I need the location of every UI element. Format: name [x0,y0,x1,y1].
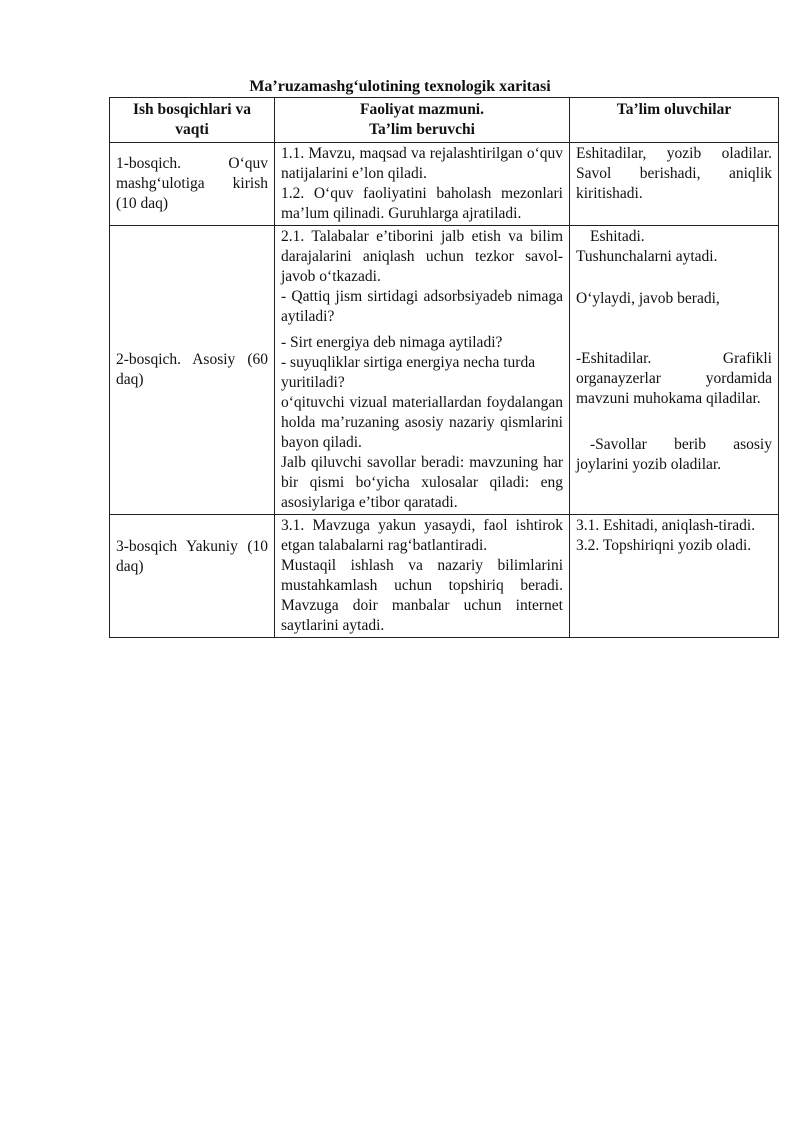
learner-step: 3.2. Topshiriqni yozib oladi. [576,537,752,554]
learner-step: Eshitadilar, yozib oladilar. Savol berishadi, aniqlik kiritishadi. [576,145,772,202]
header-stages [110,98,275,143]
stage-text: 1-bosqich. O‘quv mashg‘ulotiga kirish (10 daq) [116,155,268,212]
header-stages-line-2: vaqti [175,121,209,138]
table-header-row [110,98,779,143]
learner-step: -Eshitadilar. Grafikli organayzerlar yordamida mavzuni muhokama qiladilar. [576,350,772,407]
teacher-cell [275,143,570,226]
teacher-cell [275,226,570,515]
teacher-step: 1.1. Mavzu, maqsad va rejalashtirilgan o‘quv natijalarini e’lon qiladi. [281,145,563,182]
learner-cell [570,143,779,226]
header-teacher-line-1: Faoliyat mazmuni. [360,101,484,118]
teacher-step: 3.1. Mavzuga yakun yasaydi, faol ishtirok etgan talabalarni rag‘batlantiradi. [281,517,563,554]
technology-map-table [109,97,779,638]
page-title: Ma’ruzamashg‘ulotining texnologik xaritasi [249,78,551,95]
stage-cell [110,515,275,638]
table-row [110,226,779,515]
table-row [110,515,779,638]
stage-cell [110,226,275,515]
header-teacher-line-2: Ta’lim beruvchi [369,121,475,138]
teacher-question: - Sirt energiya deb nimaga aytiladi? [281,334,503,351]
teacher-step: 2.1. Talabalar e’tiborini jalb etish va bilim darajalarini aniqlash uchun tezkor savol-javob o‘tkazadi. [281,228,563,285]
learner-step: -Savollar berib asosiy joylarini yozib oladilar. [576,436,772,473]
learner-step: O‘ylaydi, javob beradi, [576,290,720,307]
learner-step: Eshitadi. [590,228,645,245]
stage-cell [110,143,275,226]
teacher-step: Mustaqil ishlash va nazariy bilimlarini mustahkamlash uchun topshiriq beradi. Mavzuga doir manbalar uchun internet saytlarini aytadi. [281,557,563,634]
header-teacher-activity [275,98,570,143]
teacher-question: - Qattiq jism sirtidagi adsorbsiyadeb nimaga aytiladi? [281,288,563,325]
teacher-question: - suyuqliklar sirtiga energiya necha turda yuritiladi? [281,354,536,391]
teacher-step: o‘qituvchi vizual materiallardan foydalangan holda ma’ruzaning asosiy nazariy qismlarini bayon qiladi. [281,394,563,451]
learner-cell [570,226,779,515]
stage-text: 2-bosqich. Asosiy (60 daq) [116,351,268,388]
teacher-step: Jalb qiluvchi savollar beradi: mavzuning har bir qismi bo‘yicha xulosalar qiladi: eng asosiylariga e’tibor qaratadi. [281,454,563,511]
table-row [110,143,779,226]
header-stages-line-1: Ish bosqichlari va [132,101,251,118]
stage-text: 3-bosqich Yakuniy (10 daq) [116,538,268,575]
header-learners [570,98,779,143]
teacher-step: 1.2. O‘quv faoliyatini baholash mezonlari ma’lum qilinadi. Guruhlarga ajratiladi. [281,185,563,222]
teacher-cell [275,515,570,638]
header-learners-line-1: Ta’lim oluvchilar [616,101,732,118]
learner-step: Tushunchalarni aytadi. [576,248,718,265]
learner-step: 3.1. Eshitadi, aniqlash-tiradi. [576,517,756,534]
learner-cell [570,515,779,638]
